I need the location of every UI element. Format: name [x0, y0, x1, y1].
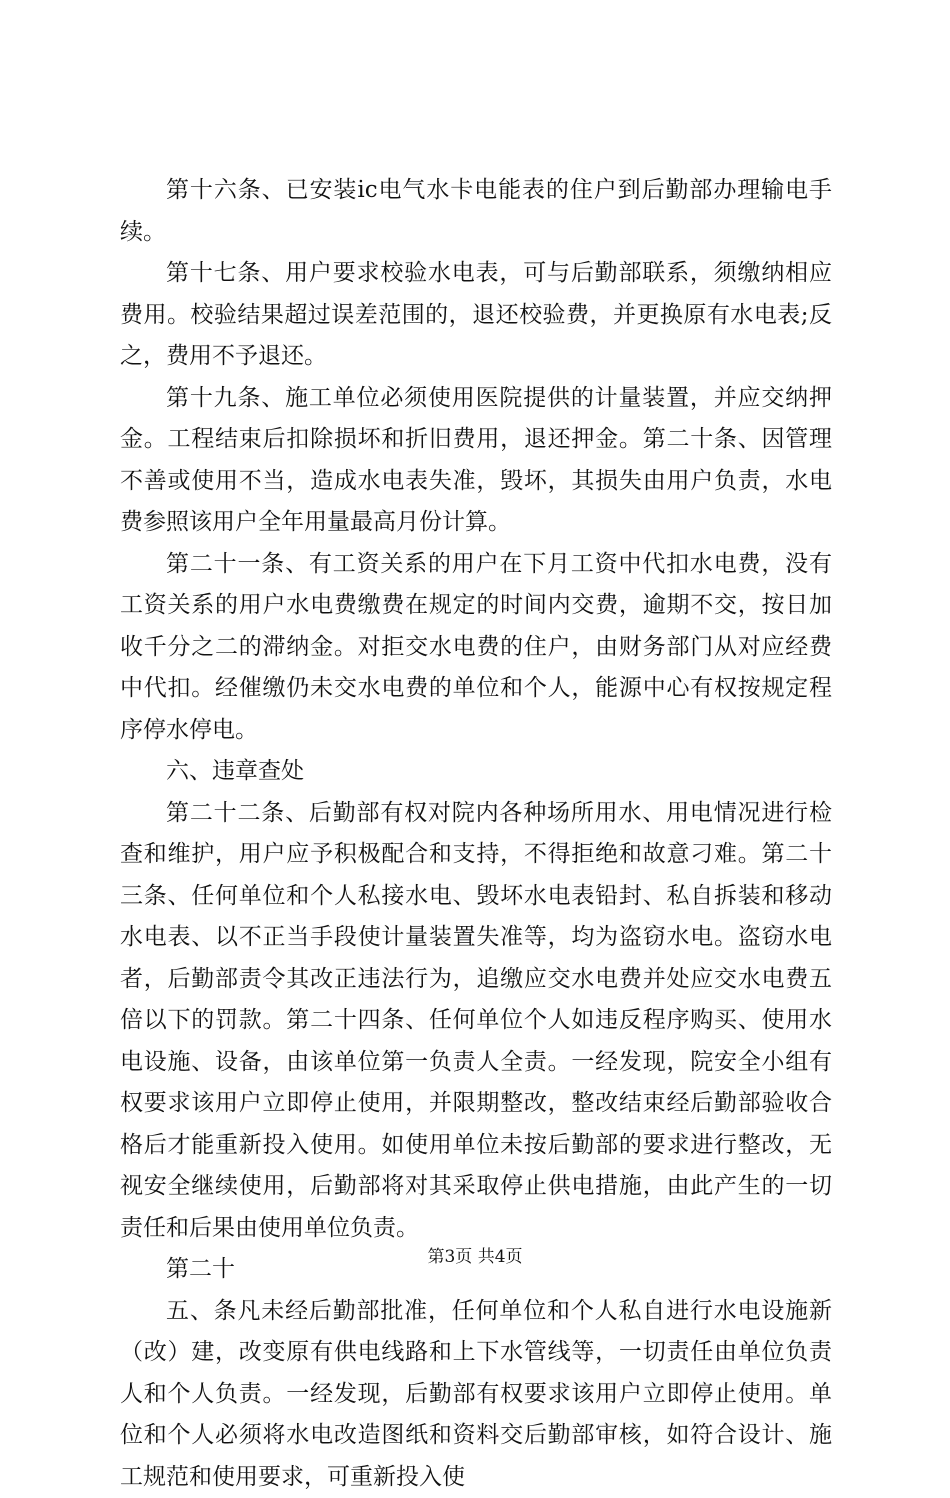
page-number-footer: 第3页 共4页 — [0, 1245, 950, 1269]
section-heading-violations: 六、违章查处 — [120, 751, 832, 793]
paragraph-article-25-heading: 第二十 — [120, 1249, 832, 1291]
paragraph-article-16: 第十六条、已安装ic电气水卡电能表的住户到后勤部办理输电手续。 — [120, 170, 832, 253]
paragraph-article-19-20: 第十九条、施工单位必须使用医院提供的计量装置，并应交纳押金。工程结束后扣除损坏和折旧费用，退还押金。第二十条、因管理不善或使用不当，造成水电表失准，毁坏，其损失由用户负责，水电费参照该用户全年用量最高月份计算。 — [120, 378, 832, 544]
document-body — [120, 170, 832, 1498]
paragraph-article-21: 第二十一条、有工资关系的用户在下月工资中代扣水电费，没有工资关系的用户水电费缴费在规定的时间内交费，逾期不交，按日加收千分之二的滞纳金。对拒交水电费的住户，由财务部门从对应经费中代扣。经催缴仍未交水电费的单位和个人，能源中心有权按规定程序停水停电。 — [120, 544, 832, 752]
paragraph-article-17: 第十七条、用户要求校验水电表，可与后勤部联系，须缴纳相应费用。校验结果超过误差范围的，退还校验费，并更换原有水电表;反之，费用不予退还。 — [120, 253, 832, 378]
paragraph-article-22-24: 第二十二条、后勤部有权对院内各种场所用水、用电情况进行检查和维护，用户应予积极配合和支持，不得拒绝和故意刁难。第二十三条、任何单位和个人私接水电、毁坏水电表铅封、私自拆装和移动水电表、以不正当手段使计量装置失准等，均为盗窃水电。盗窃水电者，后勤部责令其改正违法行为，追缴应交水电费并处应交水电费五倍以下的罚款。第二十四条、任何单位个人如违反程序购买、使用水电设施、设备，由该单位第一负责人全责。一经发现，院安全小组有权要求该用户立即停止使用，并限期整改，整改结束经后勤部验收合格后才能重新投入使用。如使用单位未按后勤部的要求进行整改，无视安全继续使用，后勤部将对其采取停止供电措施，由此产生的一切责任和后果由使用单位负责。 — [120, 793, 832, 1250]
paragraph-article-25: 五、条凡未经后勤部批准，任何单位和个人私自进行水电设施新（改）建，改变原有供电线路和上下水管线等，一切责任由单位负责人和个人负责。一经发现，后勤部有权要求该用户立即停止使用。单位和个人必须将水电改造图纸和资料交后勤部审核，如符合设计、施工规范和使用要求，可重新投入使 — [120, 1291, 832, 1498]
